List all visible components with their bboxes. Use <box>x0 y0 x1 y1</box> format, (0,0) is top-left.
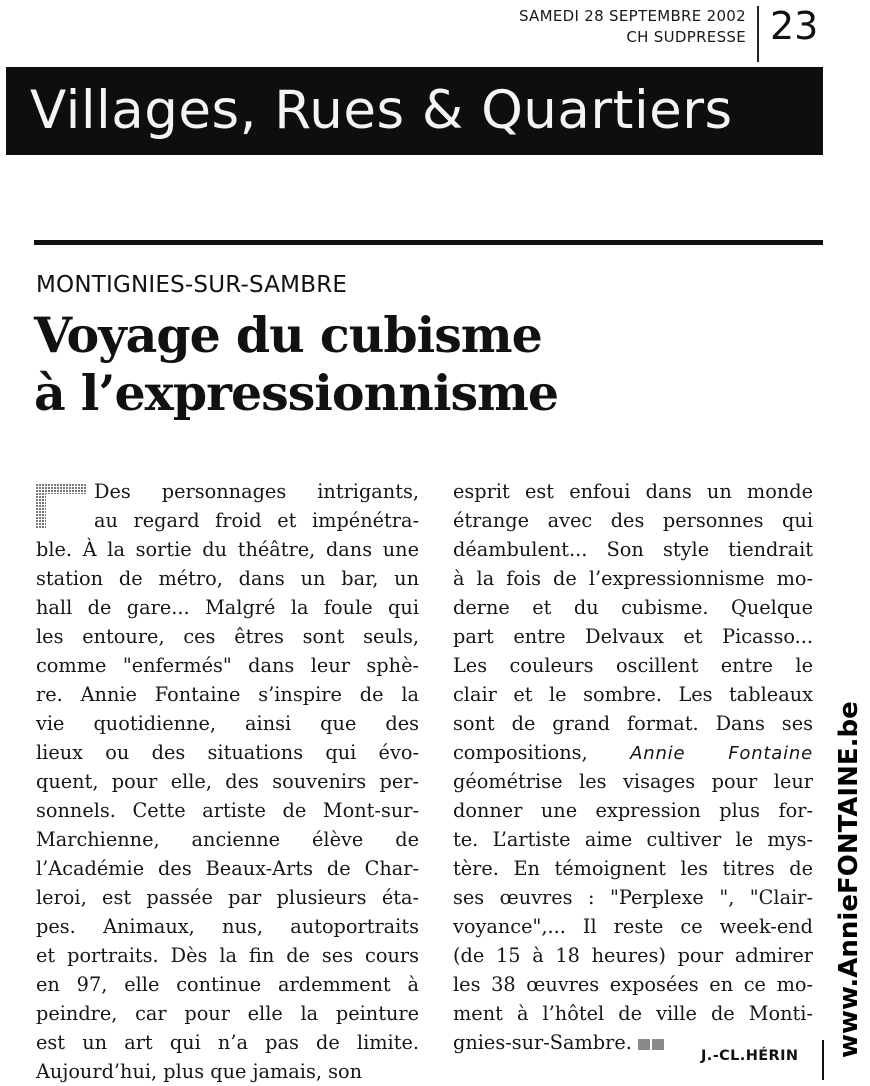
body-text-line <box>453 941 813 970</box>
body-text-fragment: voyance",... Il reste ce week-end <box>453 915 813 938</box>
body-text-line: pes. Animaux, nus, autoportraits <box>36 915 419 938</box>
body-text-line: vie quotidienne, ainsi que des <box>36 712 419 735</box>
body-text-line: est un art qui n’a pas de limite. <box>36 1031 419 1054</box>
article-top-rule <box>34 240 823 245</box>
body-text-line: en 97, elle continue ardemment à <box>36 973 419 996</box>
body-text-line: part entre Delvaux et Picasso... <box>453 625 813 648</box>
body-text-line: station de métro, dans un bar, un <box>36 567 419 590</box>
publication-name: CH SUDPRESSE <box>626 28 746 46</box>
body-text-line: les entoure, ces êtres sont seuls, <box>36 625 419 648</box>
body-text-line: Les couleurs oscillent entre le <box>453 654 813 677</box>
body-text-line <box>453 883 813 912</box>
headline-line-1: Voyage du cubisme <box>34 306 542 364</box>
article-body-right-column <box>453 477 813 1057</box>
body-text-fragment: compositions, <box>453 741 631 764</box>
body-text-line: déambulent... Son style tiendrait <box>453 538 813 561</box>
artist-name-inline: Annie Fontaine <box>630 743 813 764</box>
body-text-line <box>453 854 813 883</box>
body-text-line: et portraits. Dès la fin de ses cours <box>36 944 419 967</box>
body-text-line: à la fois de l’expressionnisme mo- <box>453 567 813 590</box>
body-text-fragment: (de 15 à 18 heures) pour admirer <box>453 944 813 967</box>
body-text-line <box>453 912 813 941</box>
article-body-left-column <box>36 477 419 1086</box>
body-text-line: sont de grand format. Dans ses <box>453 712 813 735</box>
body-text-fragment: les 38 œuvres exposées en ce mo- <box>453 973 813 996</box>
body-text-line <box>453 738 813 767</box>
website-watermark: www.AnnieFONTAINE.be <box>834 701 864 1058</box>
body-text-fragment: ment à l’hôtel de ville de Monti- <box>453 1002 813 1025</box>
body-text-line: Aujourd’hui, plus que jamais, son <box>36 1060 363 1083</box>
article-headline <box>34 306 734 422</box>
body-text-line <box>453 970 813 999</box>
section-banner: Villages, Rues & Quartiers <box>6 67 823 155</box>
body-text-line: derne et du cubisme. Quelque <box>453 596 813 619</box>
body-text-line: l’Académie des Beaux-Arts de Char- <box>36 857 419 880</box>
body-text-fragment: tère. En témoignent les titres de <box>453 857 813 880</box>
body-text-line: esprit est enfoui dans un monde <box>453 480 813 503</box>
body-text-line: Marchienne, ancienne élève de <box>36 828 419 851</box>
article-byline: J.-CL.HÉRIN <box>701 1048 799 1064</box>
page-number: 23 <box>770 4 819 48</box>
article-kicker: MONTIGNIES-SUR-SAMBRE <box>36 272 348 298</box>
body-text-line: étrange avec des personnes qui <box>453 509 813 532</box>
body-text-fragment: ses œuvres : "Perplexe ", "Clair- <box>453 886 813 909</box>
body-text-line: leroi, est passée par plusieurs éta- <box>36 886 419 909</box>
body-text-line: clair et le sombre. Les tableaux <box>453 683 813 706</box>
body-text-line <box>453 825 813 854</box>
body-text-line <box>453 999 813 1028</box>
body-text-line <box>453 796 813 825</box>
body-text-fragment: te. L’artiste aime cultiver le mys- <box>453 828 813 851</box>
body-text-line <box>453 767 813 796</box>
body-text-line: comme "enfermés" dans leur sphè- <box>36 654 419 677</box>
end-of-article-mark-icon <box>638 1039 666 1050</box>
page-number-divider <box>757 6 759 62</box>
body-text-fragment: géométrise les visages pour leur <box>453 770 813 793</box>
body-text-line: hall de gare... Malgré la foule qui <box>36 596 419 619</box>
date-block <box>519 6 746 48</box>
body-text-line: peindre, car pour elle la peinture <box>36 1002 419 1025</box>
body-text-fragment: gnies-sur-Sambre. <box>453 1031 632 1054</box>
body-text-line: quent, pour elle, des souvenirs per- <box>36 770 419 793</box>
bottom-right-rule <box>822 1040 824 1080</box>
body-text-line: ble. À la sortie du théâtre, dans une <box>36 538 419 561</box>
body-text-line: sonnels. Cette artiste de Mont-sur- <box>36 799 419 822</box>
body-text-line: Des personnages intrigants, <box>94 480 419 503</box>
body-text-line: lieux ou des situations qui évo- <box>36 741 419 764</box>
issue-date: SAMEDI 28 SEPTEMBRE 2002 <box>518 7 746 25</box>
body-text-line: au regard froid et impénétra- <box>94 509 419 532</box>
headline-line-2: à l’expressionnisme <box>34 364 559 422</box>
body-text-fragment: donner une expression plus for- <box>453 799 813 822</box>
body-text-line: re. Annie Fontaine s’inspire de la <box>36 683 419 706</box>
